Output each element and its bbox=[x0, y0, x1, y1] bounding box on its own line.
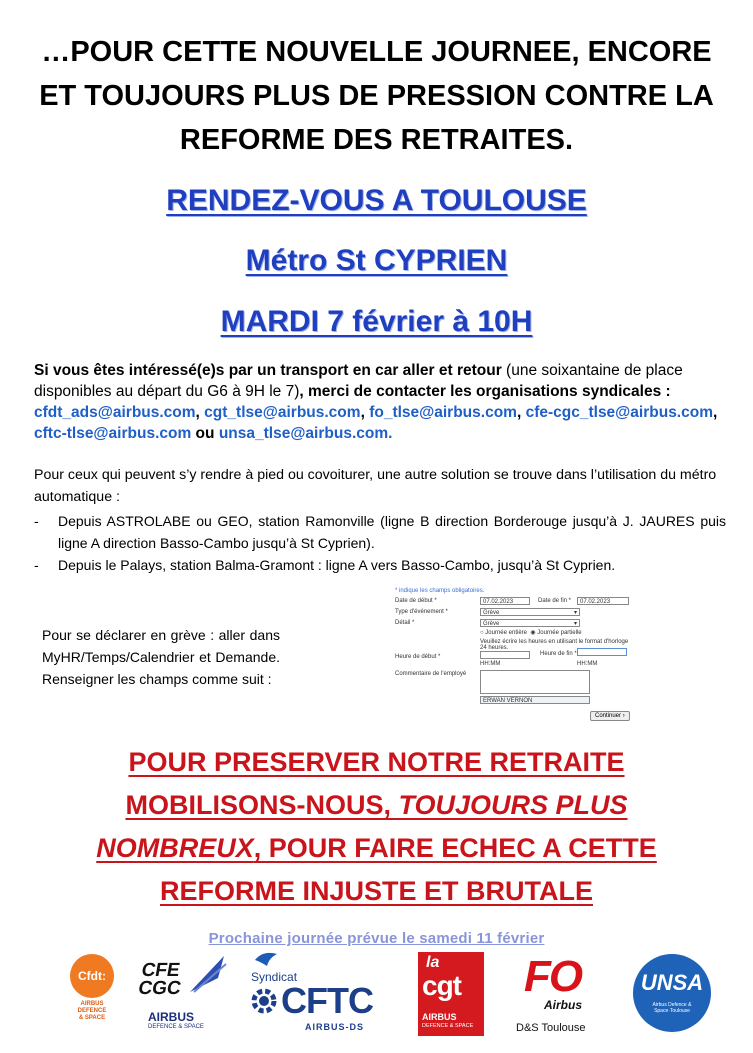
form-type-value: Grève bbox=[483, 610, 500, 616]
form-start-time-input[interactable] bbox=[480, 651, 530, 659]
form-employee-field: ERWAN VERNON bbox=[480, 696, 590, 704]
myhr-form-screenshot bbox=[395, 588, 635, 704]
form-type-select[interactable] bbox=[480, 608, 580, 616]
radio-unchecked-icon[interactable]: ○ bbox=[480, 630, 484, 636]
cfecgc-logo bbox=[136, 950, 235, 1035]
cfecgc-sub-1: AIRBUS bbox=[148, 1010, 195, 1024]
cfecgc-name-2: CGC bbox=[136, 978, 183, 999]
form-end-date-input[interactable]: 07.02.2023 bbox=[577, 597, 629, 605]
form-comment-label: Commentaire de l'employé bbox=[395, 671, 467, 677]
cgt-la: la bbox=[426, 954, 440, 971]
email-cftc[interactable]: cftc-tlse@airbus.com bbox=[34, 425, 192, 442]
cfdt-sub-3: & SPACE bbox=[78, 1015, 106, 1021]
cta-line-3 bbox=[40, 827, 713, 870]
cftc-sub: AIRBUS-DS bbox=[305, 1022, 365, 1032]
rendezvous-date bbox=[0, 305, 753, 339]
separator: , bbox=[713, 404, 718, 421]
transport-end: . bbox=[388, 425, 393, 442]
headline-line-1: …POUR CETTE NOUVELLE JOURNEE, ENCORE bbox=[41, 36, 712, 68]
chevron-right-icon: › bbox=[622, 713, 625, 719]
transport-normal-1: (une soixantaine de place disponibles au départ du G6 à 9H le 7) bbox=[34, 362, 683, 400]
call-to-action bbox=[40, 741, 713, 913]
separator-ou: ou bbox=[191, 425, 219, 442]
chevron-down-icon: ▾ bbox=[573, 610, 577, 616]
cta-line-1 bbox=[40, 741, 713, 784]
next-day-announcement: Prochaine journée prévue le samedi 11 février bbox=[208, 930, 545, 947]
cfecgc-sub-2: DEFENCE & SPACE bbox=[148, 1024, 204, 1030]
cta-line-2 bbox=[40, 784, 713, 827]
cfecgc-swoosh-icon bbox=[188, 954, 228, 994]
unsa-logo bbox=[633, 954, 711, 1032]
form-time-format-2: HH:MM bbox=[577, 661, 598, 667]
form-detail-label: Détail * bbox=[395, 620, 415, 626]
form-continue-button[interactable] bbox=[590, 711, 630, 721]
form-end-label: Date de fin * bbox=[538, 598, 572, 604]
radio-checked-icon[interactable]: ◉ bbox=[530, 630, 536, 636]
headline bbox=[20, 30, 733, 162]
email-unsa[interactable]: unsa_tlse@airbus.com bbox=[218, 425, 389, 442]
form-radio-group bbox=[480, 629, 582, 636]
rendezvous-city-text: RENDEZ-VOUS A TOULOUSE bbox=[166, 184, 587, 217]
cfdt-sub-2: DEFENCE bbox=[77, 1008, 107, 1014]
bullet-dash: - bbox=[34, 513, 39, 529]
cta-line-4-text: REFORME INJUSTE ET BRUTALE bbox=[159, 876, 593, 906]
rendezvous-station-text: Métro St CYPRIEN bbox=[245, 244, 508, 277]
transport-bold-1: Si vous êtes intéressé(e)s par un transport en car aller et retour bbox=[34, 362, 502, 379]
metro-bullet-1-text: Depuis ASTROLABE ou GEO, station Ramonville (ligne B direction Borderouge jusqu’à J. JAURES puis ligne A direction Basso-Cambo jusqu’à St Cyprien). bbox=[58, 513, 726, 551]
fo-sub: Airbus bbox=[544, 998, 583, 1012]
cgt-sub-2: DEFENCE & SPACE bbox=[422, 1023, 474, 1029]
chevron-down-icon: ▾ bbox=[573, 621, 577, 627]
gear-icon bbox=[249, 986, 279, 1016]
cfdt-logo-mark: Cfdt: bbox=[70, 954, 114, 998]
email-fo[interactable]: fo_tlse@airbus.com bbox=[369, 404, 517, 421]
cta-line-4 bbox=[40, 870, 713, 913]
metro-bullet-1 bbox=[34, 510, 726, 554]
metro-intro: Pour ceux qui peuvent s’y rendre à pied ou covoiturer, une autre solution se trouve dans l’utilisation du métro automatique : bbox=[34, 467, 717, 505]
form-required-note: * indique les champs obligatoires. bbox=[395, 588, 485, 594]
form-radio-1-label: Journée entière bbox=[485, 630, 527, 636]
rendezvous-date-text: MARDI 7 février à 10H bbox=[220, 305, 533, 338]
form-radio-2-label: Journée partielle bbox=[537, 630, 582, 636]
email-cfdt[interactable]: cfdt_ads@airbus.com bbox=[34, 404, 196, 421]
email-cgt[interactable]: cgt_tlse@airbus.com bbox=[204, 404, 361, 421]
cftc-top-label: Syndicat bbox=[251, 970, 298, 984]
fo-name: FO bbox=[524, 952, 582, 1001]
cta-line-1-text: POUR PRESERVER NOTRE RETRAITE bbox=[128, 747, 625, 777]
separator: , bbox=[516, 404, 526, 421]
form-detail-select[interactable] bbox=[480, 619, 580, 627]
form-end-time-label: Heure de fin * bbox=[540, 651, 577, 657]
cftc-name: CFTC bbox=[281, 980, 373, 1021]
metro-bullets bbox=[34, 510, 726, 576]
cgt-name: cgt bbox=[422, 970, 461, 1001]
form-continue-label: Continuer bbox=[595, 713, 622, 719]
cta-line-3a: NOMBREUX bbox=[96, 833, 254, 863]
separator: , bbox=[195, 404, 205, 421]
unsa-sub: Airbus Defence & Space·Toulouse bbox=[652, 1002, 692, 1014]
bullet-dash: - bbox=[34, 557, 39, 573]
unsa-name: UNSA bbox=[640, 970, 704, 995]
cfdt-logo bbox=[62, 950, 122, 1030]
email-cfecgc[interactable]: cfe-cgc_tlse@airbus.com bbox=[525, 404, 713, 421]
form-start-time-label: Heure de début * bbox=[395, 654, 441, 660]
cta-line-2b: TOUJOURS PLUS bbox=[398, 790, 628, 820]
cgt-logo bbox=[418, 952, 484, 1036]
fo-logo bbox=[510, 950, 592, 1038]
form-type-label: Type d'événement * bbox=[395, 609, 448, 615]
cfecgc-name-1: CFE bbox=[139, 960, 182, 981]
fo-bottom: D&S Toulouse bbox=[516, 1022, 586, 1034]
strike-instructions: Pour se déclarer en grève : aller dans MyHR/Temps/Calendrier et Demande. Renseigner les champs comme suit : bbox=[42, 627, 280, 687]
cta-line-2a: MOBILISONS-NOUS, bbox=[125, 790, 399, 820]
rendezvous-city bbox=[0, 184, 753, 218]
form-detail-value: Grève bbox=[483, 621, 500, 627]
form-time-format-1: HH:MM bbox=[480, 661, 501, 667]
headline-line-3: REFORME DES RETRAITES. bbox=[179, 124, 574, 156]
cftc-logo bbox=[245, 950, 375, 1040]
cta-line-3b: , POUR FAIRE ECHEC A CETTE bbox=[253, 833, 657, 863]
cfdt-sub-1: AIRBUS bbox=[80, 1001, 104, 1007]
metro-bullet-2-text: Depuis le Palays, station Balma-Gramont : ligne A vers Basso-Cambo, jusqu’à St Cyprien. bbox=[58, 557, 616, 573]
form-start-date-input[interactable]: 07.02.2023 bbox=[480, 597, 530, 605]
form-end-time-input[interactable] bbox=[577, 648, 627, 656]
form-comment-textarea[interactable] bbox=[480, 670, 590, 694]
metro-bullet-2 bbox=[34, 554, 726, 576]
separator: , bbox=[360, 404, 370, 421]
transport-paragraph bbox=[34, 360, 724, 444]
form-hint: Veuillez écrire les heures en utilisant le format d'horloge 24 heures. bbox=[480, 639, 629, 651]
rendezvous-station bbox=[0, 244, 753, 278]
cgt-sub-1: AIRBUS bbox=[422, 1012, 457, 1022]
form-start-label: Date de début * bbox=[395, 598, 437, 604]
dove-icon bbox=[253, 950, 279, 968]
transport-bold-2: , merci de contacter les organisations syndicales : bbox=[299, 383, 671, 400]
headline-line-2: ET TOUJOURS PLUS DE PRESSION CONTRE LA bbox=[39, 80, 714, 112]
